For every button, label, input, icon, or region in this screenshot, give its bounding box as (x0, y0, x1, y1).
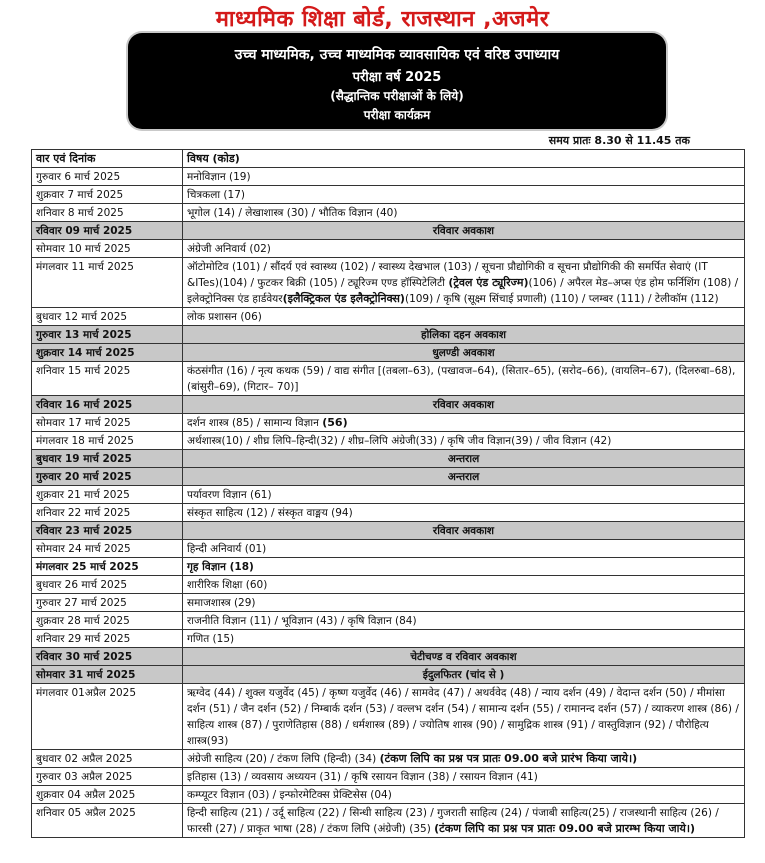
subject-cell (183, 168, 745, 186)
banner-line-4: परीक्षा कार्यक्रम (363, 108, 431, 122)
table-row (32, 684, 745, 750)
table-row (32, 486, 745, 504)
holiday-row (32, 666, 745, 684)
subject-cell (183, 684, 745, 750)
subject-cell (183, 540, 745, 558)
subject-text: (109) / कृषि (सूक्ष्म सिंचाई प्रणाली) (110) / प्लम्बर (111) / टेलीकॉम (112) (404, 293, 719, 305)
banner-line-3: (सैद्धान्तिक परीक्षाओं के लिये) (330, 89, 464, 103)
subject-text: गृह विज्ञान (18) (187, 561, 254, 573)
table-row (32, 804, 745, 838)
table-row (32, 504, 745, 522)
exam-date-cell: रविवार 23 मार्च 2025 (32, 522, 183, 540)
table-row (32, 576, 745, 594)
subject-text: इतिहास (13) / व्यवसाय अध्ययन (31) / कृषि रसायन विज्ञान (38) / रसायन विज्ञान (41) (187, 771, 538, 783)
exam-date-cell: शनिवार 22 मार्च 2025 (32, 504, 183, 522)
subject-text: मनोविज्ञान (19) (187, 171, 251, 183)
holiday-cell (183, 396, 745, 414)
table-row (32, 168, 745, 186)
board-title: माध्यमिक शिक्षा बोर्ड, राजस्थान ,अजमेर (215, 7, 550, 32)
exam-date-cell: शनिवार 05 अप्रैल 2025 (32, 804, 183, 838)
exam-date-cell: गुरुवार 6 मार्च 2025 (32, 168, 183, 186)
subject-text: होलिका दहन अवकाश (421, 329, 506, 341)
subject-text: हिन्दी अनिवार्य (01) (187, 543, 267, 555)
exam-date-cell: सोमवार 17 मार्च 2025 (32, 414, 183, 432)
table-row (32, 786, 745, 804)
table-row (32, 630, 745, 648)
subject-text: पर्यावरण विज्ञान (61) (187, 489, 272, 501)
table-row (32, 362, 745, 396)
subject-text: अर्थशास्त्र(10) / शीघ्र लिपि–हिन्दी(32) / शीघ्र–लिपि अंग्रेजी(33) / कृषि जीव विज्ञान(39) / जीव विज्ञान (42) (187, 435, 612, 447)
subject-note-bold: (टंकण लिपि का प्रश्न पत्र प्रातः 09.00 बजे प्रारंभ किया जाये।) (379, 752, 638, 765)
table-row (32, 540, 745, 558)
exam-date-cell: गुरुवार 20 मार्च 2025 (32, 468, 183, 486)
exam-date-cell: गुरुवार 27 मार्च 2025 (32, 594, 183, 612)
subject-cell (183, 786, 745, 804)
exam-date-cell: बुधवार 12 मार्च 2025 (32, 308, 183, 326)
exam-date-cell: शनिवार 8 मार्च 2025 (32, 204, 183, 222)
exam-date-cell: मंगलवार 11 मार्च 2025 (32, 258, 183, 308)
exam-date-cell: शुक्रवार 14 मार्च 2025 (32, 344, 183, 362)
schedule-body (32, 168, 745, 838)
holiday-row (32, 326, 745, 344)
exam-date-cell: बुधवार 02 अप्रैल 2025 (32, 750, 183, 768)
exam-date-cell: बुधवार 26 मार्च 2025 (32, 576, 183, 594)
exam-time-note: समय प्रातः 8.30 से 11.45 तक (548, 134, 690, 147)
exam-date-cell: रविवार 09 मार्च 2025 (32, 222, 183, 240)
exam-date-cell: मंगलवार 18 मार्च 2025 (32, 432, 183, 450)
table-row (32, 432, 745, 450)
exam-banner (128, 33, 666, 129)
subject-text: भूगोल (14) / लेखाशास्त्र (30) / भौतिक विज्ञान (40) (187, 207, 398, 219)
subject-note-bold: (ट्रेवल एंड ट्यूरिज्म) (448, 276, 529, 289)
subject-text: ऑटोमोटिव (101) / सौंदर्य एवं स्वास्थ्य (102) / स्वास्थ्य देखभाल (103) / सूचना प्रौद्योगिकी व सूचना प्रौद्योगिकी की समर्पित सेवाएं (IT &ITes)(104) / फुटकर बिक्री (105) / ट्यूरिज्म एण्ड हॉस्पिटेलिटी (187, 261, 708, 289)
subject-cell (183, 594, 745, 612)
subject-text: अंग्रेजी अनिवार्य (02) (187, 243, 271, 255)
subject-cell (183, 768, 745, 786)
holiday-row (32, 648, 745, 666)
exam-date-cell: शनिवार 29 मार्च 2025 (32, 630, 183, 648)
subject-text: शारीरिक शिक्षा (60) (187, 579, 268, 591)
exam-date-cell: शुक्रवार 21 मार्च 2025 (32, 486, 183, 504)
subject-cell (183, 558, 745, 576)
subject-text: दर्शन शास्त्र (85) / सामान्य विज्ञान (187, 417, 319, 429)
subject-cell (183, 240, 745, 258)
holiday-cell (183, 344, 745, 362)
exam-date-cell: सोमवार 31 मार्च 2025 (32, 666, 183, 684)
subject-cell (183, 186, 745, 204)
holiday-cell (183, 450, 745, 468)
exam-date-cell: शुक्रवार 7 मार्च 2025 (32, 186, 183, 204)
holiday-row (32, 450, 745, 468)
column-header-date: वार एवं दिनांक (32, 150, 183, 168)
subject-text: कंठसंगीत (16) / नृत्य कथक (59) / वाद्य संगीत [(तबला–63), (पखावज–64), (सितार–65), (सरोद–66), (वायलिन–67), (दिलरुबा–68), (बांसुरी–69), (गिटार– 70)] (187, 365, 736, 393)
subject-text: अन्तराल (447, 471, 480, 483)
subject-text: राजनीति विज्ञान (11) / भूविज्ञान (43) / कृषि विज्ञान (84) (187, 615, 417, 627)
subject-text: गणित (15) (187, 633, 235, 645)
table-header-row (32, 150, 745, 168)
table-row (32, 558, 745, 576)
table-row (32, 594, 745, 612)
subject-text: रविवार अवकाश (432, 525, 495, 537)
subject-cell (183, 486, 745, 504)
holiday-cell (183, 326, 745, 344)
table-row (32, 258, 745, 308)
holiday-row (32, 344, 745, 362)
subject-cell (183, 630, 745, 648)
table-row (32, 204, 745, 222)
table-row (32, 414, 745, 432)
subject-text: चेटीचण्ड व रविवार अवकाश (410, 651, 517, 663)
holiday-row (32, 468, 745, 486)
table-row (32, 612, 745, 630)
holiday-cell (183, 666, 745, 684)
exam-date-cell: गुरुवार 13 मार्च 2025 (32, 326, 183, 344)
table-row (32, 308, 745, 326)
subject-cell (183, 804, 745, 838)
subject-cell (183, 362, 745, 396)
exam-date-cell: शुक्रवार 04 अप्रैल 2025 (32, 786, 183, 804)
subject-cell (183, 612, 745, 630)
subject-text: संस्कृत साहित्य (12) / संस्कृत वाङ्मय (94) (187, 507, 353, 519)
table-row (32, 750, 745, 768)
subject-text: हिन्दी साहित्य (21) / उर्दू साहित्य (22) / सिन्धी साहित्य (23) / गुजराती साहित्य (24) / पंजाबी साहित्य(25) / राजस्थानी साहित्य (26) / फारसी (27) / प्राकृत भाषा (28) / टंकण लिपि (अंग्रेजी) (35) (187, 807, 719, 835)
subject-text: चित्रकला (17) (187, 189, 245, 201)
subject-cell (183, 414, 745, 432)
holiday-cell (183, 522, 745, 540)
table-row (32, 186, 745, 204)
holiday-cell (183, 468, 745, 486)
subject-cell (183, 432, 745, 450)
exam-date-cell: शुक्रवार 28 मार्च 2025 (32, 612, 183, 630)
holiday-row (32, 222, 745, 240)
subject-text: अंग्रेजी साहित्य (20) / टंकण लिपि (हिन्दी) (34) (187, 753, 377, 765)
banner-line-2: परीक्षा वर्ष 2025 (352, 70, 442, 85)
subject-text: अन्तराल (447, 453, 480, 465)
holiday-cell (183, 648, 745, 666)
exam-date-cell: बुधवार 19 मार्च 2025 (32, 450, 183, 468)
table-row (32, 768, 745, 786)
banner-line-1: उच्च माध्यमिक, उच्च माध्यमिक व्यावसायिक एवं वरिष्ठ उपाध्याय (234, 47, 560, 63)
exam-date-cell: गुरुवार 03 अप्रैल 2025 (32, 768, 183, 786)
subject-cell (183, 258, 745, 308)
subject-text: कम्प्यूटर विज्ञान (03) / इन्फोरमेटिक्स प्रेक्टिसेस (04) (187, 789, 392, 801)
table-row (32, 240, 745, 258)
subject-cell (183, 504, 745, 522)
holiday-row (32, 522, 745, 540)
exam-date-cell: मंगलवार 01अप्रैल 2025 (32, 684, 183, 750)
subject-text: समाजशास्त्र (29) (187, 597, 256, 609)
subject-cell (183, 308, 745, 326)
subject-text: लोक प्रशासन (06) (187, 311, 262, 323)
exam-date-cell: सोमवार 24 मार्च 2025 (32, 540, 183, 558)
exam-date-cell: रविवार 16 मार्च 2025 (32, 396, 183, 414)
exam-schedule-table (31, 149, 745, 838)
subject-text: (106) / अपैरल मेड–अप्स एंड होम फर्निशिंग (108) / इलेक्ट्रोनिक्स एंड हार्डवेयर (187, 277, 739, 305)
subject-note-bold: (56) (322, 416, 348, 429)
subject-text: रविवार अवकाश (432, 399, 495, 411)
subject-note-bold: (टंकण लिपि का प्रश्न पत्र प्रातः 09.00 बजे प्रारम्भ किया जाये।) (434, 822, 696, 835)
exam-date-cell: रविवार 30 मार्च 2025 (32, 648, 183, 666)
subject-text: रविवार अवकाश (432, 225, 495, 237)
column-header-subject: विषय (कोड) (183, 150, 745, 168)
subject-cell (183, 750, 745, 768)
subject-cell (183, 204, 745, 222)
subject-text: ऋग्वेद (44) / शुक्ल यजुर्वेद (45) / कृष्ण यजुर्वेद (46) / सामवेद (47) / अथर्ववेद (48) / न्याय दर्शन (49) / वेदान्त दर्शन (50) / मीमांसा दर्शन (51) / जैन दर्शन (52) / निम्बार्क दर्शन (53) / वल्लभ दर्शन (54) / सामान्य दर्शन (55) / रामानन्द दर्शन (57) / व्याकरण शास्त्र (86) / साहित्य शास्त्र (87) / पुराणेतिहास (88) / धर्मशास्त्र (89) / ज्योतिष शास्त्र (90) / सामुद्रिक शास्त्र (91) / वास्तुविज्ञान (92) / पौरोहित्य शास्त्र(93) (187, 687, 739, 747)
subject-text: धुलण्डी अवकाश (432, 347, 495, 359)
subject-text: ईदुलफितर (चांद से ) (422, 669, 505, 681)
exam-date-cell: सोमवार 10 मार्च 2025 (32, 240, 183, 258)
holiday-cell (183, 222, 745, 240)
subject-note-bold: (इलैक्ट्रिकल एंड इलैक्ट्रोनिक्स) (282, 292, 405, 305)
exam-date-cell: मंगलवार 25 मार्च 2025 (32, 558, 183, 576)
exam-date-cell: शनिवार 15 मार्च 2025 (32, 362, 183, 396)
subject-cell (183, 576, 745, 594)
holiday-row (32, 396, 745, 414)
